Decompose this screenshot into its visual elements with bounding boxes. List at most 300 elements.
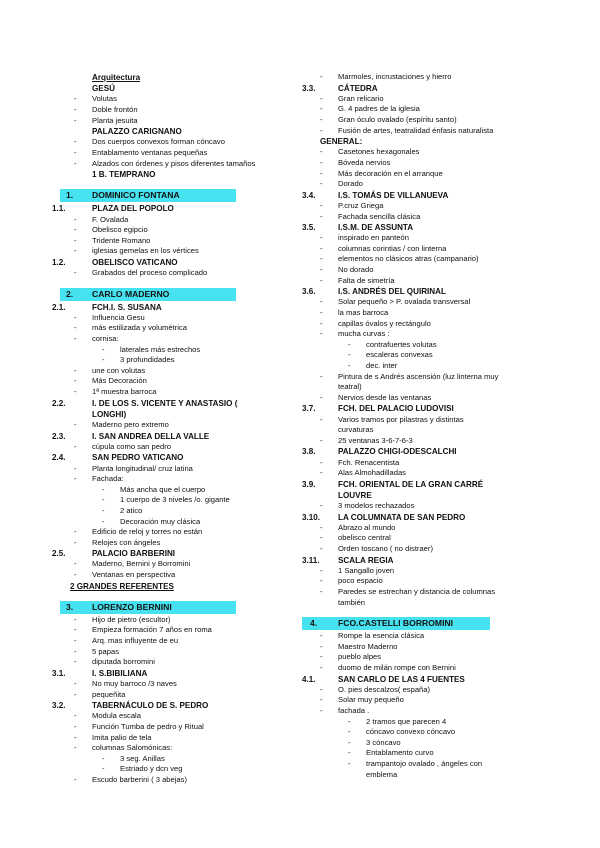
item-text: trampantojo ovalado , ángeles con bbox=[366, 758, 483, 768]
bullet-dash: - bbox=[102, 516, 105, 526]
bullet-dash: - bbox=[74, 323, 77, 333]
list-item bbox=[302, 663, 542, 674]
item-text: Fachada sencilla clásica bbox=[338, 211, 421, 221]
item-text: Volutas bbox=[92, 94, 117, 104]
bullet-dash: - bbox=[74, 365, 77, 375]
list-item bbox=[302, 642, 542, 653]
bullet-dash: - bbox=[74, 721, 77, 731]
bullet-dash: - bbox=[320, 533, 323, 543]
list-item bbox=[52, 420, 292, 431]
item-text: Falta de simetría bbox=[338, 275, 395, 285]
item-text: P.cruz Griega bbox=[338, 200, 384, 210]
item-text: Solar pequeño > P. ovalada transversal bbox=[338, 297, 471, 307]
item-text: SAN PEDRO VATICANO bbox=[92, 453, 184, 463]
list-item bbox=[302, 372, 542, 383]
subsection-heading bbox=[52, 581, 292, 592]
list-item bbox=[52, 636, 292, 647]
subsection-heading bbox=[52, 700, 292, 711]
item-text: I.S. TOMÁS DE VILLANUEVA bbox=[338, 190, 449, 200]
item-text: 1ª muestra barroca bbox=[92, 387, 157, 396]
list-item bbox=[302, 147, 542, 158]
list-item bbox=[52, 506, 292, 517]
section-number: 3.7. bbox=[302, 404, 316, 414]
bullet-dash: - bbox=[320, 457, 323, 467]
list-item bbox=[302, 695, 542, 706]
spacer bbox=[52, 279, 292, 285]
bullet-dash: - bbox=[102, 495, 105, 505]
list-item bbox=[52, 495, 292, 506]
item-text: Grabados del proceso complicado bbox=[92, 268, 208, 278]
section-number: 3.9. bbox=[302, 479, 316, 489]
item-text: Fachada: bbox=[92, 474, 124, 484]
list-item bbox=[52, 722, 292, 733]
item-text: Doble frontón bbox=[92, 104, 138, 114]
list-item bbox=[302, 276, 542, 287]
bullet-dash: - bbox=[102, 344, 105, 354]
item-text: Obelisco egipcio bbox=[92, 225, 148, 235]
item-text: No dorado bbox=[338, 265, 374, 275]
bullet-dash: - bbox=[74, 115, 77, 125]
item-text: Edificio de reloj y torres no están bbox=[92, 527, 203, 537]
list-item bbox=[302, 254, 542, 265]
section-number: 1. bbox=[66, 190, 74, 201]
bullet-dash: - bbox=[348, 748, 351, 758]
list-item bbox=[52, 116, 292, 127]
item-text: pueblo alpes bbox=[338, 652, 382, 662]
list-item bbox=[52, 215, 292, 226]
item-text: PLAZA DEL POPOLO bbox=[92, 204, 174, 214]
list-item bbox=[52, 711, 292, 722]
item-text: dec. inter bbox=[366, 361, 398, 370]
subsection-heading bbox=[302, 403, 542, 414]
bullet-dash: - bbox=[102, 355, 105, 365]
bullet-dash: - bbox=[348, 716, 351, 726]
list-item bbox=[302, 436, 542, 447]
list-item bbox=[302, 425, 542, 436]
section-heading bbox=[52, 288, 292, 301]
bullet-dash: - bbox=[320, 265, 323, 275]
item-text: O. pies descalzos( españa) bbox=[338, 684, 431, 694]
list-item bbox=[52, 690, 292, 701]
bullet-dash: - bbox=[348, 737, 351, 747]
bullet-dash: - bbox=[320, 297, 323, 307]
item-text: TABERNÁCULO DE S. PEDRO bbox=[92, 701, 209, 711]
spacer bbox=[52, 592, 292, 598]
section-number: 3.11. bbox=[302, 555, 320, 565]
subsection-heading bbox=[302, 555, 542, 566]
bullet-dash: - bbox=[74, 657, 77, 667]
item-text: mucha curvas : bbox=[338, 329, 390, 339]
item-text: 1 Sangallo joven bbox=[338, 565, 395, 575]
bullet-dash: - bbox=[320, 587, 323, 597]
subsection-heading bbox=[302, 446, 542, 457]
list-item bbox=[302, 706, 542, 717]
item-text: 3 modelos rechazados bbox=[338, 501, 415, 511]
item-text: Maderno, Bernini y Borromini bbox=[92, 559, 191, 569]
list-item bbox=[52, 764, 292, 775]
item-text: 5 papas bbox=[92, 646, 120, 656]
bullet-dash: - bbox=[74, 104, 77, 114]
item-text: Gran óculo ovalado (espíritu santo) bbox=[338, 114, 457, 124]
list-item bbox=[302, 72, 542, 83]
item-text: GENERAL: bbox=[320, 137, 363, 147]
list-item bbox=[302, 308, 542, 319]
section-heading bbox=[302, 617, 542, 630]
subsection-heading bbox=[52, 169, 292, 180]
item-text: Orden toscano ( no distraer) bbox=[338, 544, 433, 554]
item-text: elementos no clásicos atras (campanario) bbox=[338, 254, 479, 264]
list-item bbox=[52, 225, 292, 236]
spacer bbox=[302, 608, 542, 614]
bullet-dash: - bbox=[320, 308, 323, 318]
item-text: iglesias gemelas en los vértices bbox=[92, 246, 199, 256]
list-item bbox=[52, 442, 292, 453]
item-text: laterales más estrechos bbox=[120, 344, 201, 354]
bullet-dash: - bbox=[74, 625, 77, 635]
bullet-dash: - bbox=[320, 200, 323, 210]
subsection-heading bbox=[52, 398, 292, 409]
list-item bbox=[52, 137, 292, 148]
item-text: Alzados con órdenes y pisos diferentes tamaños bbox=[92, 158, 256, 168]
item-text: Fusión de artes, teatralidad énfasis naturalista bbox=[338, 125, 494, 135]
item-text: 3 cóncavo bbox=[366, 737, 401, 747]
bullet-dash: - bbox=[320, 211, 323, 221]
list-item bbox=[302, 244, 542, 255]
bullet-dash: - bbox=[320, 522, 323, 532]
bullet-dash: - bbox=[320, 104, 323, 114]
list-item bbox=[302, 685, 542, 696]
item-text: PALAZZO CARIGNANO bbox=[92, 127, 182, 137]
list-item bbox=[302, 566, 542, 577]
list-item bbox=[302, 126, 542, 137]
item-text: pequeñita bbox=[92, 689, 126, 699]
item-text: Más ancha que el cuerpo bbox=[120, 484, 206, 494]
item-text: Arquitectura bbox=[92, 73, 141, 82]
list-item bbox=[302, 361, 542, 372]
section-number: 1.1. bbox=[52, 204, 66, 214]
bullet-dash: - bbox=[74, 225, 77, 235]
item-text: Paredes se estrechan y distancia de columnas bbox=[338, 587, 496, 597]
list-item bbox=[52, 615, 292, 626]
section-number: 3.8. bbox=[302, 447, 316, 457]
item-text: I. DE LOS S. VICENTE Y ANASTASIO ( bbox=[92, 398, 238, 408]
bullet-dash: - bbox=[320, 468, 323, 478]
item-text: diputada borromini bbox=[92, 657, 155, 667]
item-text: también bbox=[338, 597, 366, 607]
list-item bbox=[52, 366, 292, 377]
item-text: 2 tramos que parecen 4 bbox=[366, 716, 447, 726]
bullet-dash: - bbox=[320, 114, 323, 124]
subsection-heading bbox=[52, 203, 292, 214]
bullet-dash: - bbox=[74, 376, 77, 386]
item-text: Modula escala bbox=[92, 711, 141, 721]
list-item bbox=[52, 517, 292, 528]
list-item bbox=[302, 748, 542, 759]
item-text: Fch. Renacentista bbox=[338, 457, 400, 467]
bullet-dash: - bbox=[74, 689, 77, 699]
subsection-heading bbox=[52, 72, 292, 83]
list-item bbox=[52, 148, 292, 159]
list-item bbox=[302, 179, 542, 190]
bullet-dash: - bbox=[320, 663, 323, 672]
bullet-dash: - bbox=[320, 684, 323, 694]
item-text: emblema bbox=[366, 769, 398, 779]
item-text: Planta jesuita bbox=[92, 115, 138, 125]
bullet-dash: - bbox=[74, 463, 77, 473]
bullet-dash: - bbox=[102, 764, 105, 774]
item-text: teatral) bbox=[338, 382, 362, 392]
item-text: Escudo barberini ( 3 abejas) bbox=[92, 774, 187, 784]
bullet-dash: - bbox=[74, 94, 77, 104]
bullet-dash: - bbox=[74, 614, 77, 624]
item-text: Influencia Gesu bbox=[92, 312, 145, 322]
list-item bbox=[302, 169, 542, 180]
list-item bbox=[52, 345, 292, 356]
list-item bbox=[52, 355, 292, 366]
list-item bbox=[52, 105, 292, 116]
list-item bbox=[302, 501, 542, 512]
bullet-dash: - bbox=[320, 565, 323, 575]
bullet-dash: - bbox=[348, 758, 351, 768]
subsection-heading bbox=[302, 190, 542, 201]
item-text: GESÚ bbox=[92, 84, 115, 94]
bullet-dash: - bbox=[74, 474, 77, 484]
section-number: 3.2. bbox=[52, 701, 66, 711]
item-text: cornisa: bbox=[92, 334, 119, 344]
list-item bbox=[52, 733, 292, 744]
list-item bbox=[302, 468, 542, 479]
list-item bbox=[52, 754, 292, 765]
item-text: I. S.BIBILIANA bbox=[92, 668, 148, 678]
bullet-dash: - bbox=[320, 414, 323, 424]
item-text: Relojes con ángeles bbox=[92, 537, 161, 547]
bullet-dash: - bbox=[102, 753, 105, 763]
item-text: 25 ventanas 3-6-7-6-3 bbox=[338, 435, 413, 445]
bullet-dash: - bbox=[74, 774, 77, 784]
item-text: Marmoles, incrustaciones y hierro bbox=[338, 72, 452, 81]
bullet-dash: - bbox=[74, 214, 77, 224]
item-text: Entablamento curvo bbox=[366, 748, 434, 758]
item-text: Ventanas en perspectiva bbox=[92, 570, 176, 580]
item-text: FCH.I. S. SUSANA bbox=[92, 302, 162, 312]
item-text: LORENZO BERNINI bbox=[92, 601, 172, 612]
bullet-dash: - bbox=[320, 329, 323, 339]
bullet-dash: - bbox=[74, 537, 77, 547]
subsection-heading bbox=[302, 286, 542, 297]
subsection-heading bbox=[302, 83, 542, 94]
bullet-dash: - bbox=[74, 679, 77, 688]
bullet-dash: - bbox=[320, 501, 323, 511]
bullet-dash: - bbox=[320, 544, 323, 554]
item-text: Nervios desde las ventanas bbox=[338, 392, 432, 402]
subsection-heading bbox=[52, 452, 292, 463]
item-text: Alas Almohadilladas bbox=[338, 468, 406, 478]
item-text: fachada . bbox=[338, 705, 370, 715]
item-text: Rompe la esencia clásica bbox=[338, 631, 425, 641]
bullet-dash: - bbox=[320, 371, 323, 381]
item-text: LOUVRE bbox=[338, 490, 372, 500]
bullet-dash: - bbox=[74, 235, 77, 245]
bullet-dash: - bbox=[348, 361, 351, 370]
item-text: I. SAN ANDREA DELLA VALLE bbox=[92, 431, 210, 441]
section-heading bbox=[52, 189, 292, 202]
bullet-dash: - bbox=[74, 312, 77, 322]
bullet-dash: - bbox=[74, 268, 77, 278]
item-text: CÁTEDRA bbox=[338, 83, 378, 93]
item-text: más estilizada y volumétrica bbox=[92, 323, 187, 333]
item-text: contrafuertes volutas bbox=[366, 339, 437, 349]
bullet-dash: - bbox=[74, 527, 77, 537]
list-item bbox=[302, 415, 542, 426]
item-text: LA COLUMNATA DE SAN PEDRO bbox=[338, 512, 466, 522]
item-text: Gran relicario bbox=[338, 93, 384, 103]
list-item bbox=[302, 631, 542, 642]
list-item bbox=[52, 647, 292, 658]
section-number: 3.6. bbox=[302, 287, 316, 297]
item-text: G. 4 padres de la iglesia bbox=[338, 104, 420, 114]
item-text: DOMINICO FONTANA bbox=[92, 190, 180, 201]
list-item bbox=[52, 236, 292, 247]
list-item bbox=[52, 559, 292, 570]
subsection-heading bbox=[302, 136, 542, 147]
item-text: Dorado bbox=[338, 179, 363, 189]
item-text: Estriado y dcn veg bbox=[120, 764, 183, 774]
list-item bbox=[302, 759, 542, 770]
list-item bbox=[52, 625, 292, 636]
section-number: 3.10. bbox=[302, 512, 321, 522]
bullet-dash: - bbox=[102, 484, 105, 494]
list-item bbox=[52, 527, 292, 538]
item-text: PALACIO BARBERINI bbox=[92, 549, 176, 559]
item-text: I.S.M. DE ASSUNTA bbox=[338, 223, 414, 233]
subsection-heading bbox=[52, 409, 292, 420]
list-item bbox=[52, 246, 292, 257]
subsection-heading bbox=[302, 222, 542, 233]
item-text: Varios tramos por pilastras y distintas bbox=[338, 414, 464, 424]
spacer bbox=[52, 180, 292, 186]
bullet-dash: - bbox=[74, 419, 77, 429]
bullet-dash: - bbox=[74, 246, 77, 256]
item-text: SAN CARLO DE LAS 4 FUENTES bbox=[338, 674, 465, 684]
list-item bbox=[52, 474, 292, 485]
item-text: I.S. ANDRÉS DEL QUIRINAL bbox=[338, 287, 446, 297]
bullet-dash: - bbox=[320, 641, 323, 651]
item-text: 1 B. TEMPRANO bbox=[92, 170, 156, 180]
subsection-heading bbox=[52, 83, 292, 94]
item-text: cóncavo convexo cóncavo bbox=[366, 727, 456, 737]
list-item bbox=[302, 104, 542, 115]
item-text: Pintura de s Andrés ascensión (luz linterna muy bbox=[338, 371, 499, 381]
list-item bbox=[302, 576, 542, 587]
list-item bbox=[302, 544, 542, 555]
item-text: columnas corintias / con linterna bbox=[338, 243, 447, 253]
item-text: F. Ovalada bbox=[92, 214, 129, 224]
bullet-dash: - bbox=[320, 435, 323, 445]
bullet-dash: - bbox=[320, 168, 323, 178]
item-text: 3 seg. Anillas bbox=[120, 753, 165, 763]
list-item bbox=[302, 587, 542, 598]
item-text: une con volutas bbox=[92, 365, 146, 375]
list-item bbox=[302, 770, 542, 781]
section-heading bbox=[52, 601, 292, 614]
bullet-dash: - bbox=[102, 505, 105, 515]
item-text: curvaturas bbox=[338, 425, 374, 435]
list-item bbox=[302, 212, 542, 223]
bullet-dash: - bbox=[320, 147, 323, 157]
subsection-heading bbox=[52, 668, 292, 679]
item-text: LONGHI) bbox=[92, 409, 127, 419]
bullet-dash: - bbox=[74, 441, 77, 451]
section-number: 3.3. bbox=[302, 83, 316, 93]
bullet-dash: - bbox=[320, 93, 323, 103]
bullet-dash: - bbox=[74, 158, 77, 168]
bullet-dash: - bbox=[74, 711, 77, 721]
right-column bbox=[302, 72, 542, 780]
bullet-dash: - bbox=[74, 732, 77, 742]
item-text: FCH. DEL PALACIO LUDOVISI bbox=[338, 404, 454, 414]
item-text: Hijo de pietro (escultor) bbox=[92, 614, 171, 624]
item-text: obelisco central bbox=[338, 533, 391, 543]
list-item bbox=[52, 485, 292, 496]
item-text: escaleras convexas bbox=[366, 350, 433, 360]
bullet-dash: - bbox=[74, 334, 77, 344]
item-text: Decoración muy clásica bbox=[120, 516, 201, 526]
item-text: la mas barroca bbox=[338, 308, 389, 318]
section-number: 2.5. bbox=[52, 549, 66, 559]
section-number: 2.1. bbox=[52, 302, 66, 312]
bullet-dash: - bbox=[320, 233, 323, 243]
list-item bbox=[302, 340, 542, 351]
list-item bbox=[302, 533, 542, 544]
section-number: 2.2. bbox=[52, 398, 66, 408]
bullet-dash: - bbox=[320, 179, 323, 189]
bullet-dash: - bbox=[320, 243, 323, 253]
subsection-heading bbox=[52, 302, 292, 313]
subsection-heading bbox=[52, 431, 292, 442]
bullet-dash: - bbox=[320, 275, 323, 285]
item-text: 3 profundidades bbox=[120, 355, 175, 365]
list-item bbox=[302, 727, 542, 738]
item-text: Entablamento ventanas pequeñas bbox=[92, 147, 208, 157]
list-item bbox=[52, 570, 292, 581]
bullet-dash: - bbox=[348, 339, 351, 349]
list-item bbox=[302, 297, 542, 308]
bullet-dash: - bbox=[74, 137, 77, 147]
subsection-heading bbox=[52, 257, 292, 268]
item-text: Empieza formación 7 años en roma bbox=[92, 625, 212, 635]
bullet-dash: - bbox=[320, 705, 323, 715]
list-item bbox=[302, 523, 542, 534]
item-text: Dos cuerpos convexos forman cóncavo bbox=[92, 137, 225, 147]
section-number: 4. bbox=[310, 618, 318, 629]
subsection-heading bbox=[52, 548, 292, 559]
list-item bbox=[302, 115, 542, 126]
item-text: FCO.CASTELLI BORROMINI bbox=[338, 618, 454, 629]
item-text: Solar muy pequeño bbox=[338, 695, 404, 705]
section-number: 2.3. bbox=[52, 431, 66, 441]
bullet-dash: - bbox=[74, 636, 77, 646]
bullet-dash: - bbox=[348, 350, 351, 360]
section-number: 3.4. bbox=[302, 190, 316, 200]
item-text: Maderno pero extremo bbox=[92, 419, 169, 429]
bullet-dash: - bbox=[74, 646, 77, 656]
item-text: Función Tumba de pedro y Ritual bbox=[92, 721, 204, 731]
list-item bbox=[52, 538, 292, 549]
list-item bbox=[302, 717, 542, 728]
bullet-dash: - bbox=[320, 695, 323, 705]
list-item bbox=[302, 393, 542, 404]
list-item bbox=[52, 323, 292, 334]
